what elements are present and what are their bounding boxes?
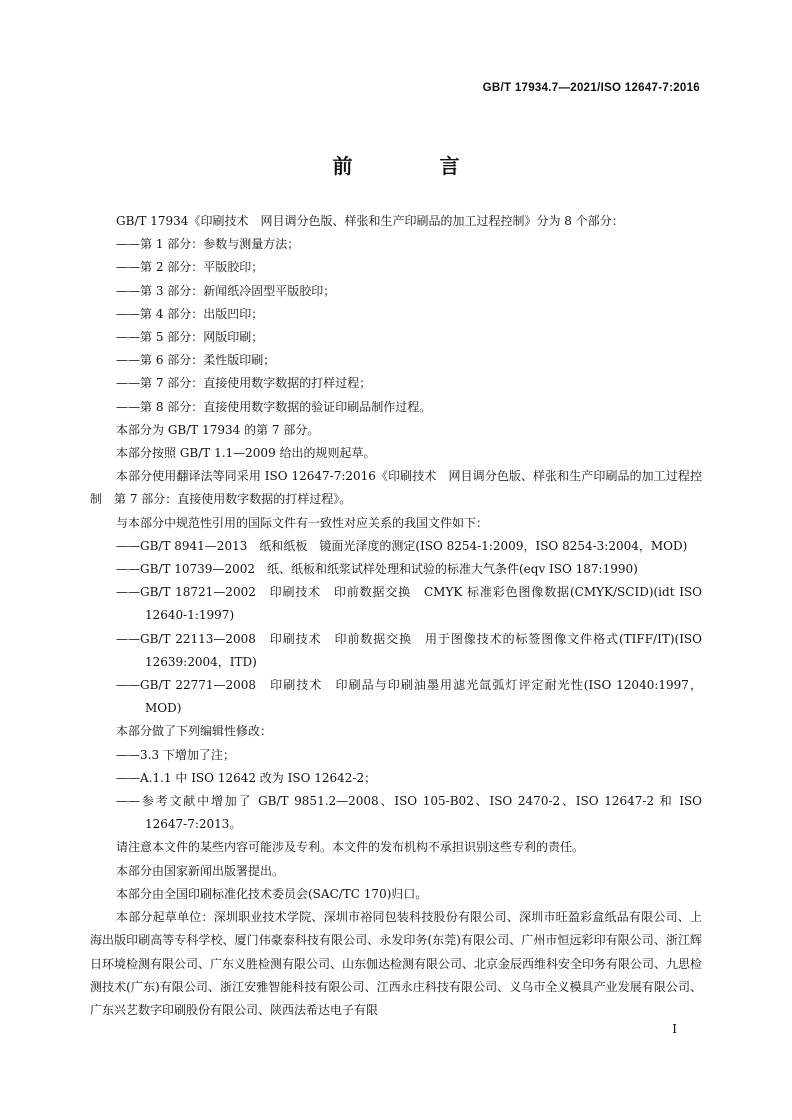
page-title: 前 言 [332, 154, 500, 178]
ref-item: ——GB/T 22113—2008 印刷技术 印前数据交换 用于图像技术的标签图像文件格式(TIFF/IT)(ISO 12639:2004，ITD) [116, 631, 702, 669]
document-body [90, 210, 702, 1022]
part-item: ——第 6 部分：柔性版印刷； [116, 353, 276, 368]
para-proposed: 本部分由国家新闻出版署提出。 [116, 863, 285, 878]
standard-code: GB/T 17934.7—2021/ISO 12647-7:2016 [482, 82, 700, 94]
part-item: ——第 1 部分：参数与测量方法； [116, 237, 300, 252]
part-item: ——第 4 部分：出版凹印； [116, 306, 264, 321]
part-item: ——第 2 部分：平版胶印； [116, 260, 264, 275]
ref-item: ——GB/T 8941—2013 纸和纸板 镜面光泽度的测定(ISO 8254-1:2009，ISO 8254-3:2004，MOD) [116, 538, 688, 553]
para-drafters: 本部分起草单位：深圳职业技术学院、深圳市裕同包装科技股份有限公司、深圳市旺盈彩盒纸品有限公司、上海出版印刷高等专科学校、厦门伟豪泰科技有限公司、永发印务(东莞)有限公司、广州市恒远彩印有限公司、浙江辉日环境检测有限公司、广东义胜检测有限公司、山东伽达检测有限公司、北京金辰西维科安全印务有限公司、九思检测技术(广东)有限公司、浙江安雅智能科技有限公司、江西永庄科技有限公司、义乌市全义模具产业发展有限公司、广东兴艺数字印刷股份有限公司、陕西法希达电子有限 [90, 910, 703, 1017]
part-item: ——第 7 部分：直接使用数字数据的打样过程； [116, 376, 372, 391]
para-rules: 本部分按照 GB/T 1.1—2009 给出的规则起草。 [116, 446, 376, 461]
edit-item: ——A.1.1 中 ISO 12642 改为 ISO 12642-2； [116, 770, 377, 785]
edit-item: ——3.3 下增加了注； [116, 747, 235, 762]
edits-intro: 本部分做了下列编辑性修改： [116, 724, 273, 739]
page-number: I [672, 1022, 677, 1036]
para-part: 本部分为 GB/T 17934 的第 7 部分。 [116, 422, 320, 437]
part-item: ——第 5 部分：网版印刷； [116, 330, 264, 345]
ref-item: ——GB/T 22771—2008 印刷技术 印刷品与印刷油墨用滤光氙弧灯评定耐光性(ISO 12040:1997，MOD) [116, 678, 702, 716]
ref-item: ——GB/T 18721—2002 印刷技术 印前数据交换 CMYK 标准彩色图像数据(CMYK/SCID)(idt ISO 12640-1:1997) [116, 585, 702, 623]
refs-intro: 与本部分中规范性引用的国际文件有一致性对应关系的我国文件如下： [116, 515, 489, 530]
ref-item: ——GB/T 10739—2002 纸、纸板和纸浆试样处理和试验的标准大气条件(eqv ISO 187:1990) [116, 562, 638, 577]
para-translation: 本部分使用翻译法等同采用 ISO 12647-7:2016《印刷技术 网目调分色版、样张和生产印刷品的加工过程控制 第 7 部分：直接使用数字数据的打样过程》。 [90, 469, 702, 507]
parts-intro: GB/T 17934《印刷技术 网目调分色版、样张和生产印刷品的加工过程控制》分为 8 个部分： [116, 214, 624, 228]
part-item: ——第 3 部分：新闻纸冷固型平版胶印； [116, 283, 336, 298]
edit-item: ——参考文献中增加了 GB/T 9851.2—2008、ISO 105-B02、ISO 2470-2、ISO 12647-2 和 ISO 12647-7:2013。 [116, 794, 702, 832]
para-patent: 请注意本文件的某些内容可能涉及专利。本文件的发布机构不承担识别这些专利的责任。 [116, 840, 585, 855]
part-item: ——第 8 部分：直接使用数字数据的验证印刷品制作过程。 [116, 399, 432, 414]
para-centralized: 本部分由全国印刷标准化技术委员会(SAC/TC 170)归口。 [116, 886, 428, 901]
